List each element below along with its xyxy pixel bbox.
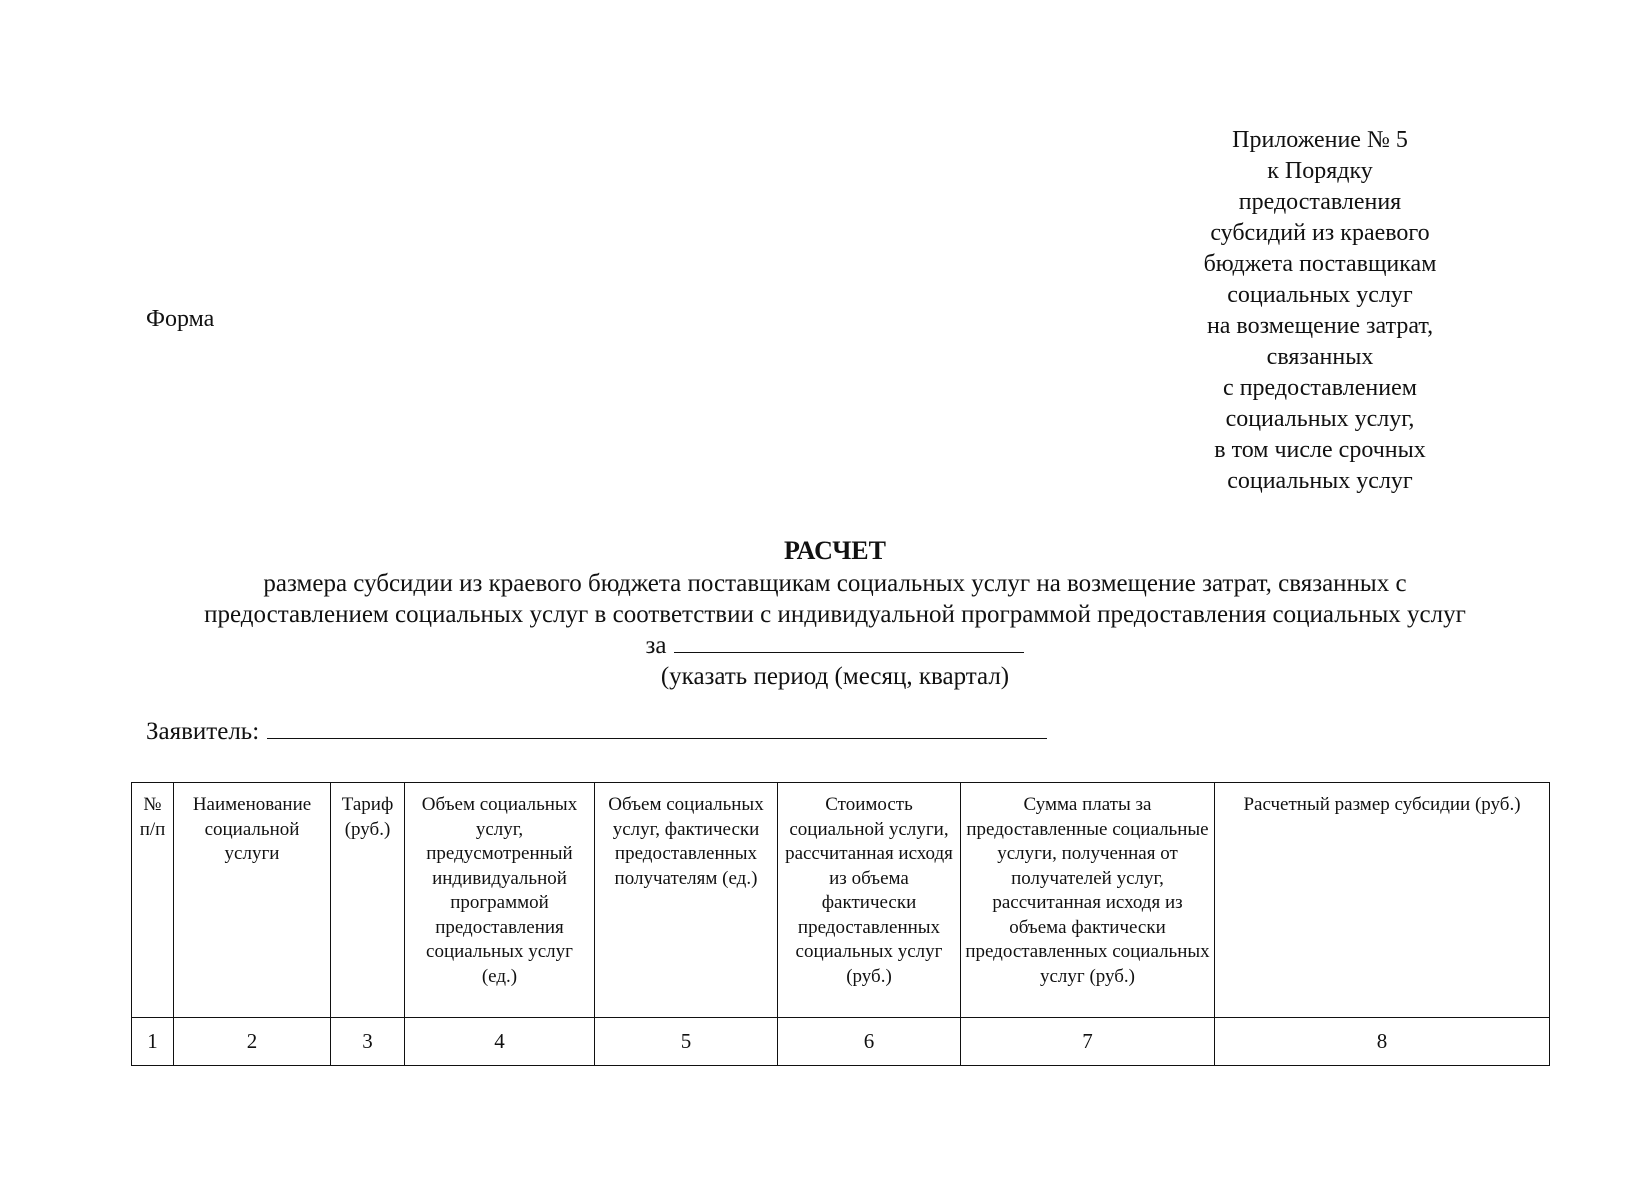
form-label: Форма: [146, 306, 215, 332]
header-cell-tariff: Тариф (руб.): [331, 783, 405, 1018]
appendix-line: предоставления: [1238, 189, 1402, 215]
calculation-table: [131, 782, 1550, 1066]
header-cell-service-cost: Стоимость социальной услуги, рассчитанная исходя из объема фактически предоставленных социальных услуг (руб.): [778, 783, 961, 1018]
column-number-cell: 3: [331, 1018, 405, 1066]
appendix-line: к Порядку: [1267, 158, 1373, 184]
appendix-line: бюджета поставщикам: [1203, 251, 1437, 277]
table-header-row: [132, 783, 1550, 1018]
appendix-line: субсидий из краевого: [1210, 220, 1430, 246]
period-prefix: за: [645, 632, 667, 659]
header-cell-actual-volume: Объем социальных услуг, фактически предоставленных получателям (ед.): [595, 783, 778, 1018]
applicant-blank-line[interactable]: [267, 714, 1047, 739]
appendix-line: социальных услуг: [1227, 468, 1413, 494]
document-title: РАСЧЕТ: [784, 536, 886, 565]
column-number-cell: 1: [132, 1018, 174, 1066]
title-line-2: предоставлением социальных услуг в соответствии с индивидуальной программой предоставления социальных услуг: [204, 601, 1466, 628]
appendix-line: на возмещение затрат,: [1206, 313, 1434, 339]
appendix-block: [1160, 125, 1480, 497]
header-cell-payment-sum: Сумма платы за предоставленные социальные услуги, полученная от получателей услуг, рассчитанная исходя из объема фактически предоставленных социальных услуг (руб.): [961, 783, 1215, 1018]
appendix-line: связанных: [1266, 344, 1374, 370]
column-number-cell: 8: [1215, 1018, 1550, 1066]
header-cell-planned-volume: Объем социальных услуг, предусмотренный индивидуальной программой предоставления социальных услуг (ед.): [405, 783, 595, 1018]
period-hint: (указать период (месяц, квартал): [660, 663, 1010, 690]
header-cell-service-name: Наименование социальной услуги: [174, 783, 331, 1018]
appendix-line: социальных услуг: [1227, 282, 1413, 308]
appendix-line: Приложение № 5: [1232, 127, 1408, 153]
title-block: [100, 535, 1570, 692]
appendix-line: в том числе срочных: [1214, 437, 1426, 463]
header-cell-subsidy: Расчетный размер субсидии (руб.): [1215, 783, 1550, 1018]
applicant-label: Заявитель:: [146, 718, 260, 745]
period-blank-line[interactable]: [674, 630, 1024, 653]
column-number-cell: 5: [595, 1018, 778, 1066]
column-number-cell: 6: [778, 1018, 961, 1066]
appendix-line: социальных услуг,: [1225, 406, 1415, 432]
column-number-cell: 2: [174, 1018, 331, 1066]
applicant-row: [146, 714, 1047, 746]
period-row: [100, 630, 1570, 661]
table-row: [132, 1018, 1550, 1066]
title-line-1: размера субсидии из краевого бюджета поставщикам социальных услуг на возмещение затрат, связанных с: [263, 570, 1407, 597]
column-number-cell: 7: [961, 1018, 1215, 1066]
appendix-line: с предоставлением: [1223, 375, 1417, 401]
column-number-cell: 4: [405, 1018, 595, 1066]
header-cell-number: № п/п: [132, 783, 174, 1018]
